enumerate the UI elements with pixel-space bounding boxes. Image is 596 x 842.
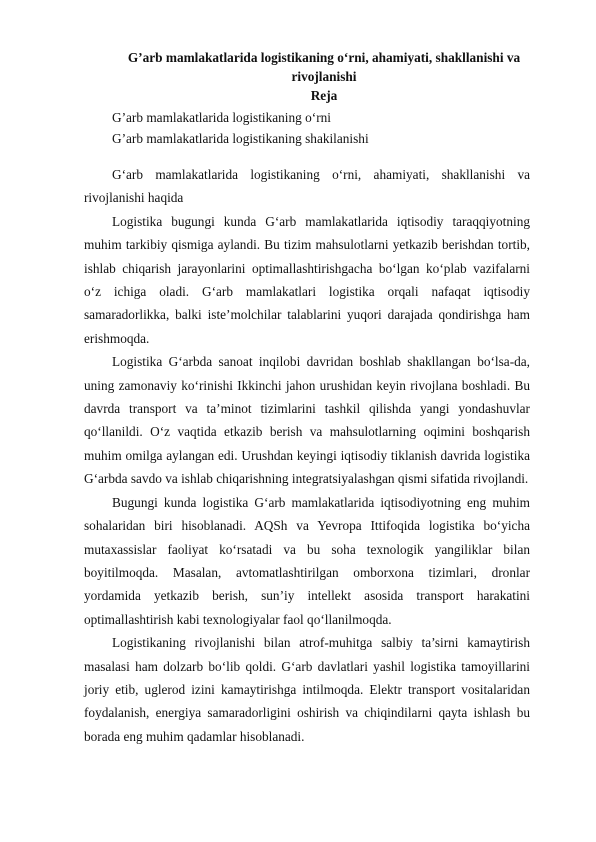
body-paragraph-1: Logistika bugungi kunda G‘arb mamlakatlarida iqtisodiy taraqqiyotning muhim tarkibiy qismiga aylandi. Bu tizim mahsulotlarni yetkazib berishdan tortib, ishlab chiqarish jarayonlarini optimallashtirishgacha bo‘lgan ko‘plab vazifalarni o‘z ichiga oladi. G‘arb mamlakatlari logistika orqali nafaqat iqtisodiy samaradorlikka, balki iste’molchilar talablarini yuqori darajada qondirishga ham erishmoqda. — [84, 213, 530, 346]
title-line-2: rivojlanishi — [291, 69, 357, 84]
plan-item-1: G’arb mamlakatlarida logistikaning o‘rni — [112, 110, 331, 125]
section-spacer — [84, 149, 530, 163]
body-paragraph-2: Logistika G‘arbda sanoat inqilobi davridan boshlab shakllangan bo‘lsa-da, uning zamonaviy ko‘rinishi Ikkinchi jahon urushidan keyin rivojlana boshladi. Bu davrda transport va ta’minot tizimlarini tashkil qilishda yangi yondashuvlar qo‘llanildi. O‘z vaqtida etkazib berish va mahsulotlarning oqimini boshqarish muhim omilga aylangan edi. Urushdan keyingi iqtisodiy tiklanish davrida logistika G‘arbda savdo va ishlab chiqarishning integratsiyalashgan qismi sifatida rivojlandi. — [84, 354, 530, 487]
body-paragraph-4: Logistikaning rivojlanishi bilan atrof-muhitga salbiy ta’sirni kamaytirish masalasi ham dolzarb bo‘lib qoldi. G‘arb davlatlari yashil logistika tamoyillarini joriy etib, uglerod izini kamaytirishga intilmoqda. Elektr transport vositalaridan foydalanish, energiya samaradorligini oshirish va chiqindilarni qayta ishlash bu borada eng muhim qadamlar hisoblanadi. — [84, 635, 530, 744]
plan-heading: Reja — [310, 88, 338, 103]
document-title — [118, 48, 530, 86]
body-paragraph-3: Bugungi kunda logistika G‘arb mamlakatlarida iqtisodiyotning eng muhim sohalaridan biri hisoblanadi. AQSh va Yevropa Ittifoqida logistika bo‘yicha mutaxassislar faoliyat ko‘rsatadi va bu soha texnologik yangiliklar bilan boyitilmoqda. Masalan, avtomatlashtirilgan omborxona tizimlari, dronlar yordamida yetkazib berish, sun’iy intellekt asosida transport harakatini optimallashtirish kabi texnologiyalar faol qo‘llanilmoqda. — [84, 494, 530, 627]
document-page — [84, 48, 530, 748]
title-line-1: G’arb mamlakatlarida logistikaning o‘rni, ahamiyati, shakllanishi va — [127, 50, 521, 65]
section-heading: G‘arb mamlakatlarida logistikaning o‘rni, ahamiyati, shakllanishi va rivojlanishi haqida — [84, 167, 530, 206]
plan-item-2: G’arb mamlakatlarida logistikaning shakilanishi — [112, 131, 369, 146]
